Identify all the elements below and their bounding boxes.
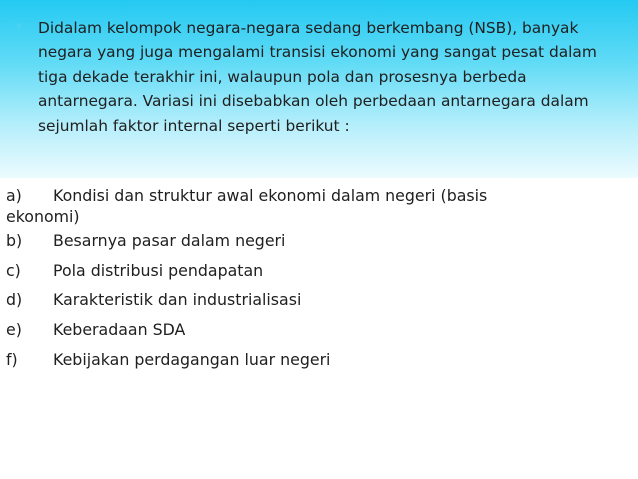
- list-item-d: [6, 285, 626, 315]
- list-item-f: [6, 345, 626, 375]
- list-item-a-text: Kondisi dan struktur awal ekonomi dalam negeri (basis: [53, 186, 488, 205]
- list-item-f-text: Kebijakan perdagangan luar negeri: [53, 349, 331, 369]
- list-marker-e: e): [6, 320, 22, 340]
- bullet-text: Didalam kelompok negara-negara sedang berkembang (NSB), banyak negara yang juga mengalami transisi ekonomi yang sangat pesat dalam tiga dekade terakhir ini, walaupun pola dan prosesnya berbeda antarnegara. Variasi ini disebabkan oleh perbedaan antarnegara dalam sejumlah faktor internal seperti berikut :: [38, 19, 597, 135]
- list-item-c-text: Pola distribusi pendapatan: [53, 260, 264, 280]
- factor-list: [6, 181, 626, 375]
- list-item-a-continuation: ekonomi): [6, 206, 80, 226]
- list-item-e-text: Keberadaan SDA: [53, 320, 186, 340]
- list-marker-f: f): [6, 349, 18, 369]
- bullet-paragraph: [10, 16, 626, 138]
- list-item-e: [6, 315, 626, 345]
- list-item-a: [6, 181, 626, 226]
- list-marker-d: d): [6, 290, 23, 310]
- list-marker-b: b): [6, 230, 23, 250]
- asterisk-bullet-icon: ✳: [13, 19, 25, 35]
- list-marker-c: c): [6, 260, 21, 280]
- list-item-c: [6, 256, 626, 286]
- list-item-b-text: Besarnya pasar dalam negeri: [53, 230, 286, 250]
- list-item-b: [6, 226, 626, 256]
- list-marker-a: a): [6, 186, 22, 205]
- list-item-d-text: Karakteristik dan industrialisasi: [53, 290, 302, 310]
